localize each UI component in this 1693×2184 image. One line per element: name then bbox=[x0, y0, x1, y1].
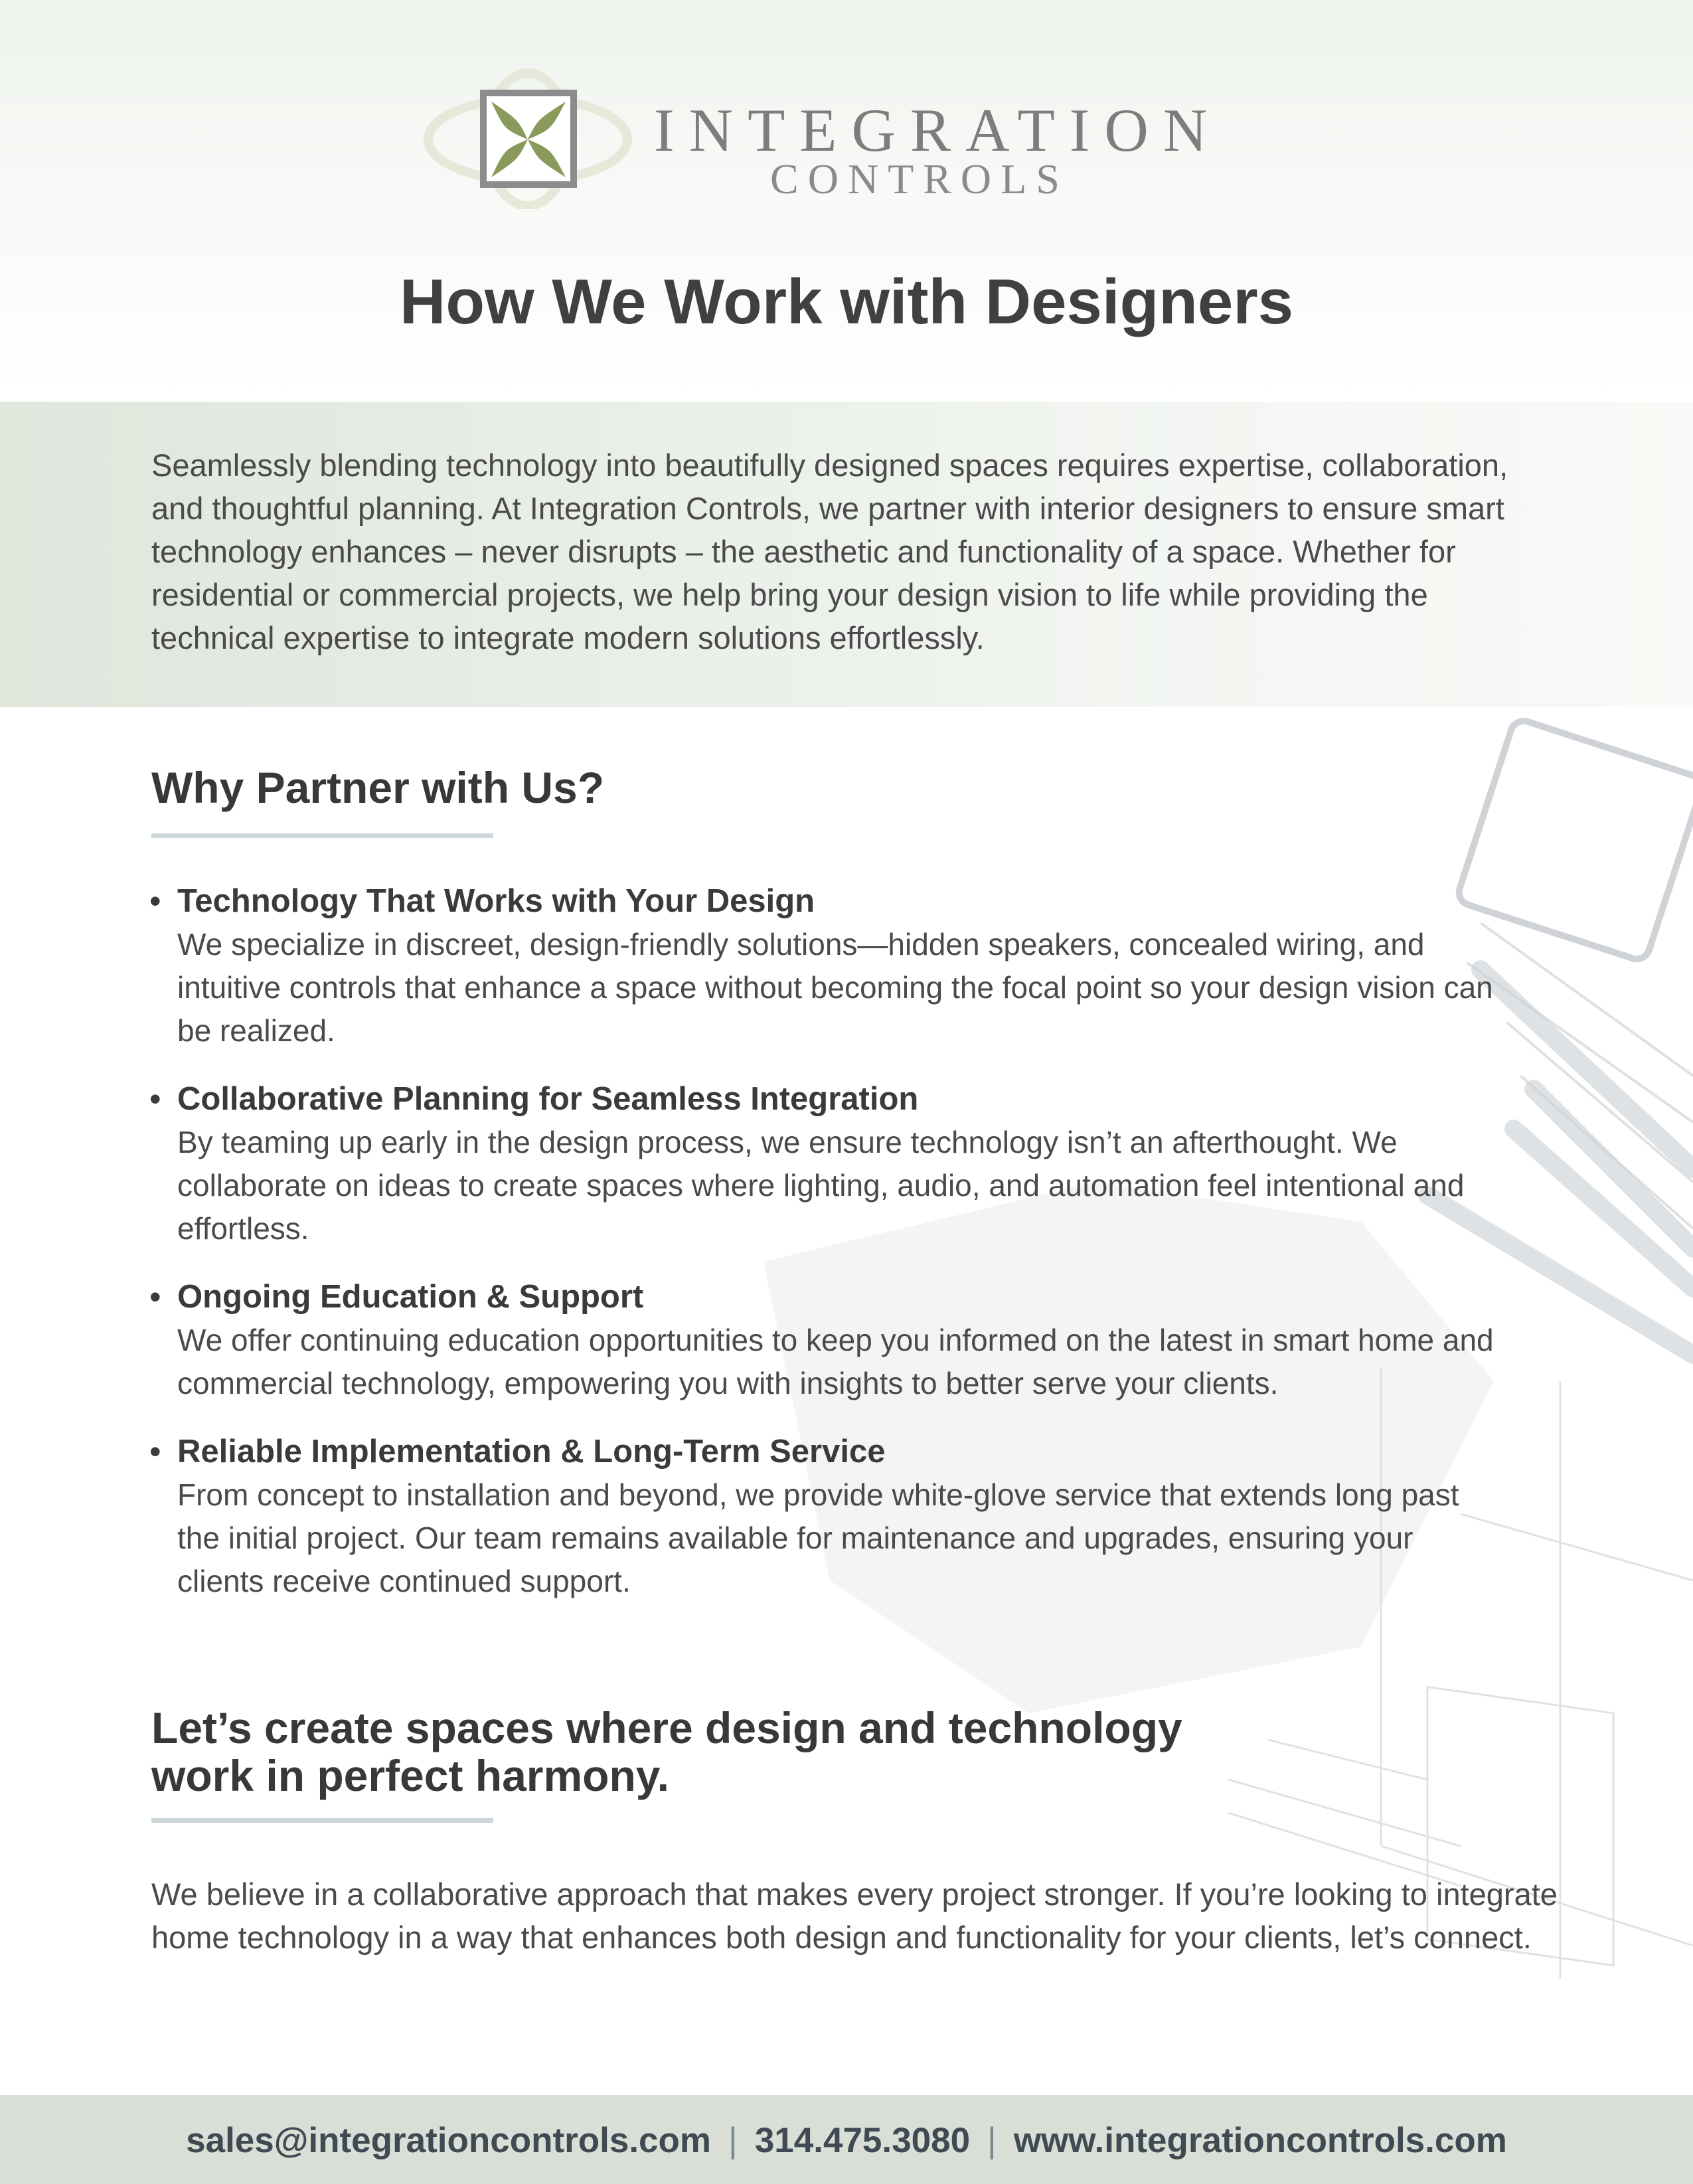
logo-wordmark-line1: INTEGRATION bbox=[654, 96, 1222, 164]
list-item-title: Ongoing Education & Support bbox=[177, 1279, 644, 1315]
list-item bbox=[149, 1078, 1510, 1250]
bullet: • bbox=[149, 882, 161, 920]
page-title: How We Work with Designers bbox=[399, 266, 1293, 337]
closing-heading-underline bbox=[151, 1818, 493, 1823]
website-link[interactable]: www.integrationcontrols.com bbox=[1013, 2121, 1507, 2160]
closing-heading-line1: Let’s create spaces where design and technology bbox=[151, 1703, 1182, 1752]
bullet: • bbox=[149, 1433, 161, 1470]
intro-paragraph: Seamlessly blending technology into beautifully designed spaces requires expertise, collaboration, and thoughtful planning. At Integration Controls, we partner with interior designers to ensure smart technology enhances – never disrupts – the aesthetic and functionality of a space. Whether for residential or commercial projects, we help bring your design vision to life while providing the technical expertise to integrate modern solutions effortlessly. bbox=[151, 448, 1508, 655]
logo-mark-icon bbox=[408, 56, 647, 209]
integration-controls-logo bbox=[408, 56, 1222, 209]
bullet: • bbox=[149, 1080, 161, 1118]
list-item-body: We offer continuing education opportunities to keep you informed on the latest in smart home and commercial technology, empowering you with insights to better serve your clients. bbox=[177, 1323, 1494, 1400]
list-item-title: Reliable Implementation & Long-Term Service bbox=[177, 1434, 886, 1470]
phone-link[interactable]: 314.475.3080 bbox=[754, 2121, 971, 2160]
footer-separator: | bbox=[728, 2121, 738, 2160]
why-heading-underline bbox=[151, 833, 493, 838]
email-link[interactable]: sales@integrationcontrols.com bbox=[186, 2121, 712, 2160]
closing-heading-line2: work in perfect harmony. bbox=[151, 1751, 669, 1800]
bullet: • bbox=[149, 1278, 161, 1315]
closing-paragraph: We believe in a collaborative approach that makes every project stronger. If you’re looking to integrate home technology in a way that enhances both design and functionality for your clients, let’s connect. bbox=[151, 1877, 1558, 1955]
list-item-title: Collaborative Planning for Seamless Integration bbox=[177, 1081, 919, 1117]
logo-wordmark-line2: CONTROLS bbox=[770, 155, 1069, 203]
list-item-body: By teaming up early in the design process, we ensure technology isn’t an afterthought. We collaborate on ideas to create spaces where lighting, audio, and automation feel intentional and effortless. bbox=[177, 1125, 1465, 1246]
contact-row bbox=[0, 2120, 1693, 2161]
list-item bbox=[149, 1430, 1510, 1603]
list-item bbox=[149, 880, 1510, 1052]
closing-heading bbox=[151, 1704, 1182, 1800]
list-item-title: Technology That Works with Your Design bbox=[177, 883, 815, 919]
list-item-body: From concept to installation and beyond, we provide white-glove service that extends long past the initial project. Our team remains available for maintenance and upgrades, ensuring your clients receive continued support. bbox=[177, 1477, 1459, 1598]
footer-separator: | bbox=[987, 2121, 997, 2160]
benefits-list bbox=[149, 880, 1510, 1603]
list-item-body: We specialize in discreet, design-friendly solutions—hidden speakers, concealed wiring, and intuitive controls that enhance a space without becoming the focal point so your design vision can be realized. bbox=[177, 927, 1493, 1048]
why-partner-heading: Why Partner with Us? bbox=[151, 763, 605, 812]
contact-footer bbox=[0, 2095, 1693, 2184]
list-item bbox=[149, 1276, 1510, 1405]
